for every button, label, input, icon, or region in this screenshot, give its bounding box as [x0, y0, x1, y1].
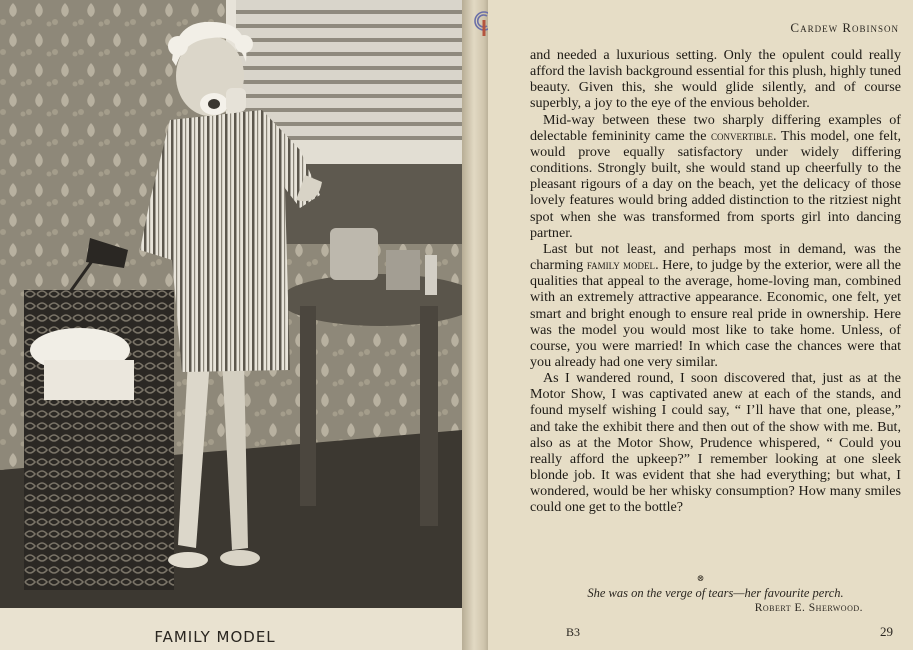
term-family-model: family model	[586, 258, 656, 273]
term-convertible: convertible	[711, 128, 774, 143]
photo-caption: FAMILY MODEL	[154, 628, 276, 646]
epigraph-quote: She was on the verge of tears—her favourite perch.	[587, 586, 844, 600]
body-text	[530, 47, 901, 516]
paragraph-3: Last but not least, and perhaps most in demand, was the charming family model. Here, to judge by the exterior, were all the qualities that appeal to the average, home-loving man, combined with an extremely attractive appearance. Economic, one felt, yet smart and bright enough to ensure real pride in ownership. Here was the model you would most like to take home. Unless, of course, you were married! In which case the chances were that you already had one very similar.	[530, 240, 901, 370]
paragraph-4: As I wandered round, I soon discovered that, just as at the Motor Show, I was captivated anew at each of the stands, and found myself wishing I could say, “ I’ll have that one, please,” and take the exhibit there and then out of the show with me. But, also as at the Motor Show, Prudence whispered, “ Could you really afford the upkeep?” I remember looking at one sleek blonde job. It was evident that she had everything; but what, I wondered, would be her whisky consumption? How many smiles could one get to the bottle?	[530, 370, 901, 516]
right-page	[488, 0, 913, 650]
quote-attribution: Robert E. Sherwood.	[754, 602, 863, 614]
running-head: Cardew Robinson	[790, 20, 899, 35]
page-number: 29	[880, 624, 893, 639]
paragraph-2: Mid-way between these two sharply differing examples of delectable femininity came the convertible. This model, one felt, would prove equally satisfactory under widely differing conditions. Strongly built, she would stand up cheerfully to the pleasant rigours of a day on the beach, yet the delicacy of those lovely features would bring added distinction to the ritziest night spot when she was transformed from sports girl into dancing partner.	[530, 111, 902, 241]
paragraph-1: and needed a luxurious setting. Only the opulent could really afford the lavish background essential for this plush, highly tuned beauty. Given this, she would glide silently, and of course superbly, a joy to the eye of the envious beholder.	[530, 47, 901, 112]
family-model-photo	[0, 0, 462, 608]
ornament-icon: ⊗	[696, 574, 705, 584]
printer-signature-mark: B3	[566, 625, 581, 639]
